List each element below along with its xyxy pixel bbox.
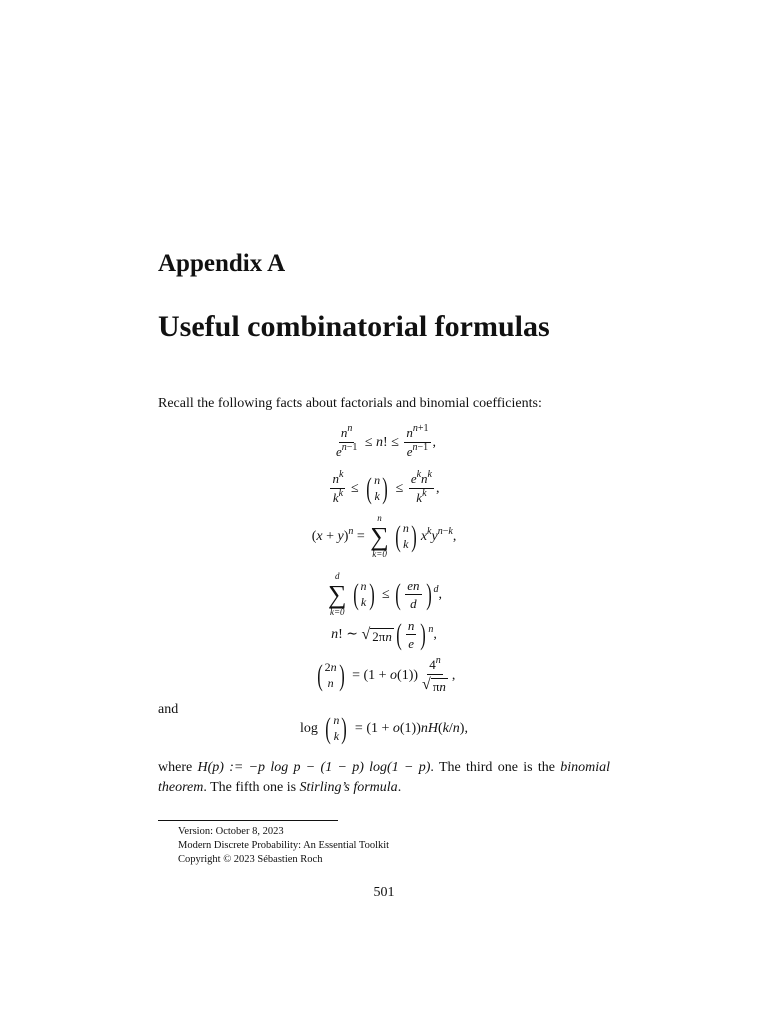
chapter-title: Useful combinatorial formulas xyxy=(158,310,550,343)
term-binomial-theorem: binomial theorem xyxy=(158,760,611,795)
equation-partial-sum-bound: d ∑ k=0 ( n k ) ≤ ( $\frac{en}{d}$ ) $^d$, xyxy=(327,571,442,617)
equation-central-binomial: ( 2n n ) = (1 + o(1)) 4$^n$ √ πn , xyxy=(316,655,456,694)
footnote-version: Version: October 8, 2023 xyxy=(178,826,284,837)
intro-paragraph: Recall the following facts about factorials and binomial coefficients: xyxy=(158,396,542,411)
equation-binomial-bounds: $\frac{n^k}{k^k}$ ≤ ( n k ) ≤ $\frac{e^kn^k}{k^k}$ , xyxy=(332,469,440,505)
equation-log-binomial: log ( n k ) = (1 + o(1))nH(k/n), xyxy=(300,711,468,745)
entropy-definition: H(p) := −p log p − (1 − p) log(1 − p) xyxy=(197,760,431,775)
equation-factorial-bounds: $\frac{n^n}{e^{n-1}}$ ≤ n! ≤ $\frac{n^{n+1}}{e^{n-1}}$ , xyxy=(335,423,437,459)
footnote-book-title: Modern Discrete Probability: An Essential Toolkit xyxy=(178,840,390,851)
footnote-copyright: Copyright © 2023 Sébastien Roch xyxy=(178,854,323,865)
equation-binomial-theorem: $(x + y)^n$ = n ∑ k=0 ( n k ) $x^ky^{n-k}$, xyxy=(311,513,457,559)
closing-paragraph: where H(p) := −p log p − (1 − p) log(1 − p). The third one is the binomial theorem. The fifth one is Stirling’s formula. xyxy=(158,760,611,795)
term-stirling-formula: Stirling’s formula xyxy=(299,780,398,795)
page-number: 501 xyxy=(373,885,395,900)
appendix-label: Appendix A xyxy=(158,250,286,277)
footnote-rule xyxy=(158,820,338,821)
equation-stirling: n! ∼ √ 2πn ( $\frac{n}{e}$ ) $^n$, xyxy=(331,617,437,651)
and-connector: and xyxy=(158,702,179,717)
